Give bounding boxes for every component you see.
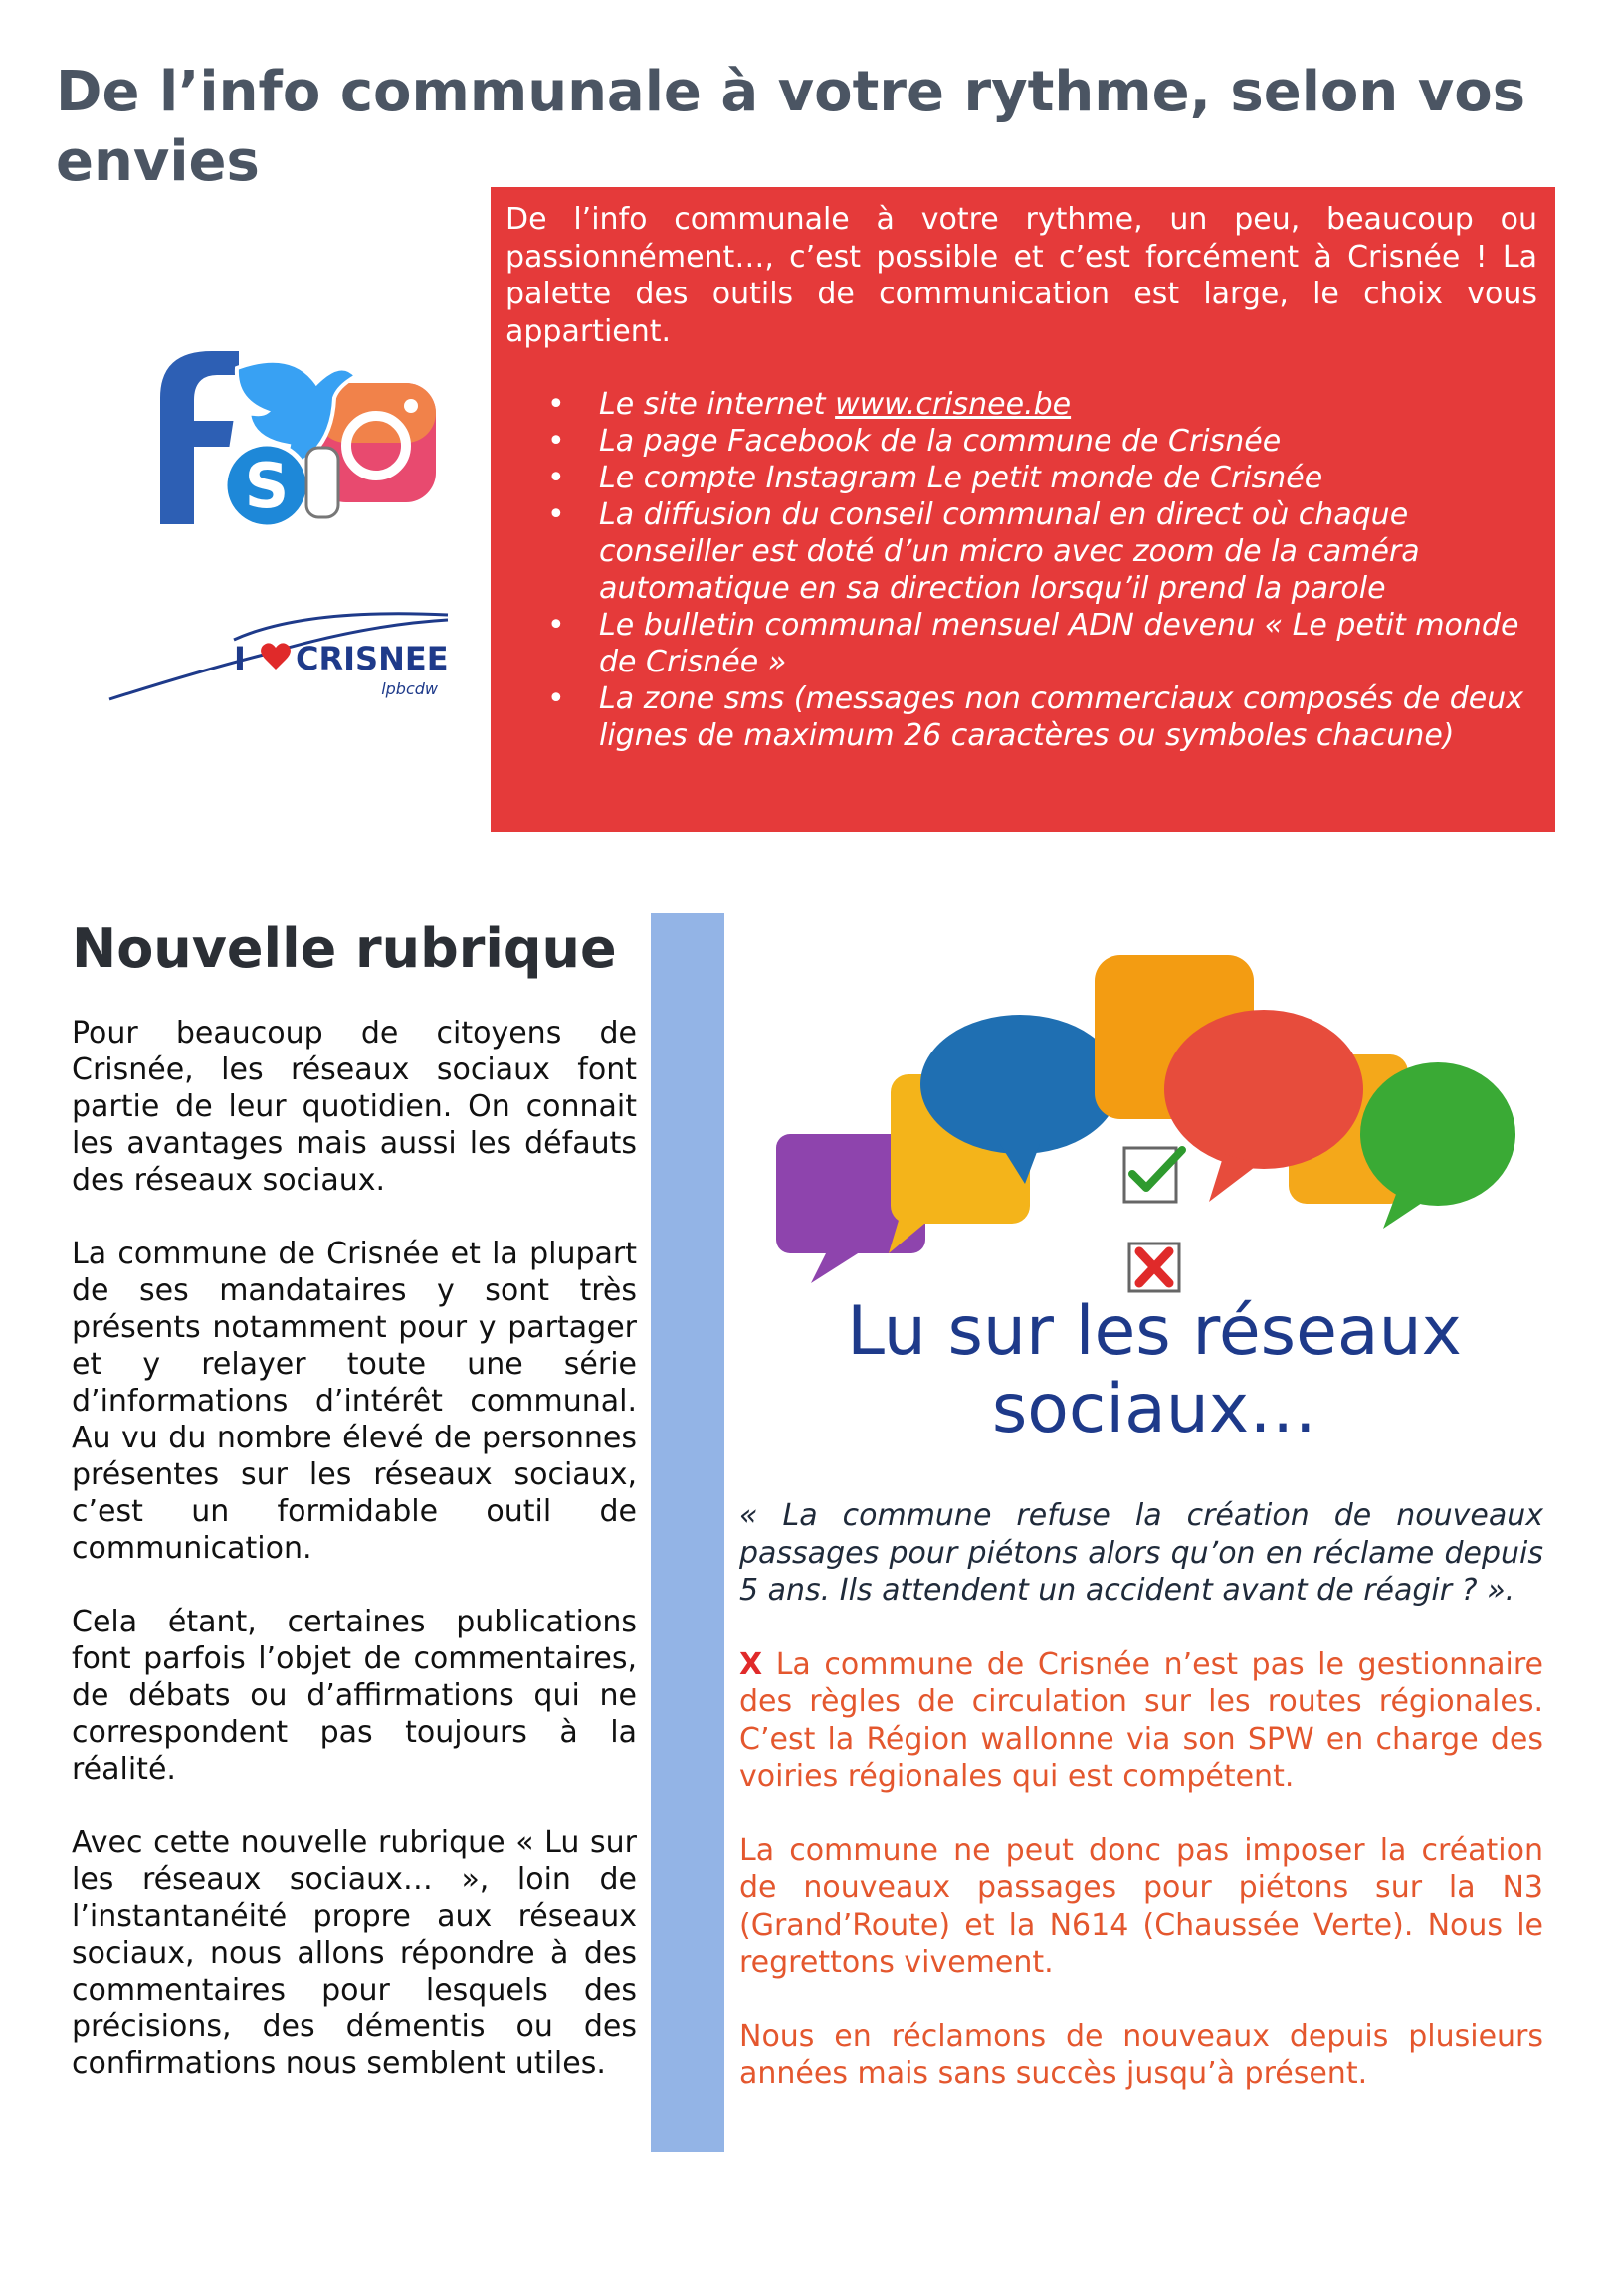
graphic-title — [756, 1293, 1552, 1448]
graphic-title-line2: sociaux… — [991, 1370, 1317, 1448]
website-link[interactable]: www.crisnee.be — [835, 387, 1072, 422]
list-item: • Le compte Instagram Le petit monde de Crisnée — [599, 460, 1537, 496]
left-column — [72, 1015, 637, 2119]
list-item: • La page Facebook de la commune de Crisnée — [599, 423, 1537, 460]
paragraph: Cela étant, certaines publications font parfois l’objet de commentaires, de débats ou d’affirmations qui ne correspondent pas toujours à la réalité. — [72, 1605, 637, 1787]
page-title: De l’info communale à votre rythme, selon vos envies — [56, 60, 1526, 194]
svg-text:I: I — [234, 640, 246, 677]
answer-paragraph-2: La commune ne peut donc pas imposer la création de nouveaux passages pour piétons sur la N3 (Grand’Route) et la N614 (Chaussée Verte). Nous le regrettons vivement. — [739, 1832, 1543, 1980]
answer-paragraph — [739, 1646, 1543, 1796]
section-title: Nouvelle rubrique — [72, 917, 617, 980]
list-item: • Le bulletin communal mensuel ADN devenu « Le petit monde de Crisnée » — [599, 607, 1537, 680]
list-item: • La zone sms (messages non commerciaux composés de deux lignes de maximum 26 caractères ou symboles chacune) — [599, 680, 1537, 754]
svg-text:lpbcdw: lpbcdw — [381, 679, 438, 698]
list-item: • Le site internet www.crisnee.be — [599, 386, 1537, 423]
answer-text: La commune de Crisnée n’est pas le gestionnaire des règles de circulation sur les routes régionales. C’est la Région wallonne via son SPW en charge des voiries régionales qui est compétent. — [739, 1646, 1543, 1794]
info-list — [505, 386, 1537, 754]
cross-mark: X — [739, 1646, 763, 1682]
right-column — [739, 1497, 1543, 2130]
svg-text:CRISNEE: CRISNEE — [296, 640, 449, 677]
paragraph: La commune de Crisnée et la plupart de ses mandataires y sont très présents notamment pour y partager et y relayer toute une série d’informations d’intérêt communal. Au vu du nombre élevé de personnes présentes sur les réseaux sociaux, c’est un formidable outil de communication. — [72, 1237, 637, 1566]
answer-paragraph-3: Nous en réclamons de nouveaux depuis plusieurs années mais sans succès jusqu’à présent. — [739, 2018, 1543, 2091]
paragraph: Pour beaucoup de citoyens de Crisnée, les réseaux sociaux font partie de leur quotidien. On connait les avantages mais aussi les défauts des réseaux sociaux. — [72, 1016, 637, 1198]
info-box — [491, 187, 1555, 832]
speech-bubbles-graphic — [771, 935, 1527, 1293]
paragraph: Avec cette nouvelle rubrique « Lu sur les réseaux sociaux… », loin de l’instantanéité propre aux réseaux sociaux, nous allons répondre à des commentaires pour lesquels des précisions, des démentis ou des confirmations nous semblent utiles. — [72, 1825, 637, 2081]
crisnee-logo — [104, 600, 453, 709]
heart-icon — [261, 643, 291, 670]
cross-icon — [1127, 1242, 1181, 1293]
quote: « La commune refuse la création de nouveaux passages pour piétons alors qu’on en réclame depuis 5 ans. Ils attendent un accident avant de réagir ? ». — [739, 1498, 1543, 1608]
column-divider — [651, 913, 724, 2152]
graphic-title-line1: Lu sur les réseaux — [847, 1292, 1462, 1371]
social-media-logos — [117, 328, 446, 537]
list-item: • La diffusion du conseil communal en direct où chaque conseiller est doté d’un micro avec zoom de la caméra automatique en sa direction lorsqu’il prend la parole — [599, 496, 1537, 607]
svg-text:S: S — [244, 450, 290, 522]
check-icon — [1122, 1144, 1186, 1204]
info-intro: De l’info communale à votre rythme, un peu, beaucoup ou passionnément…, c’est possible et c’est forcément à Crisnée ! La palette des outils de communication est large, le choix vous appartient. — [505, 202, 1537, 349]
skype-icon — [225, 444, 308, 527]
